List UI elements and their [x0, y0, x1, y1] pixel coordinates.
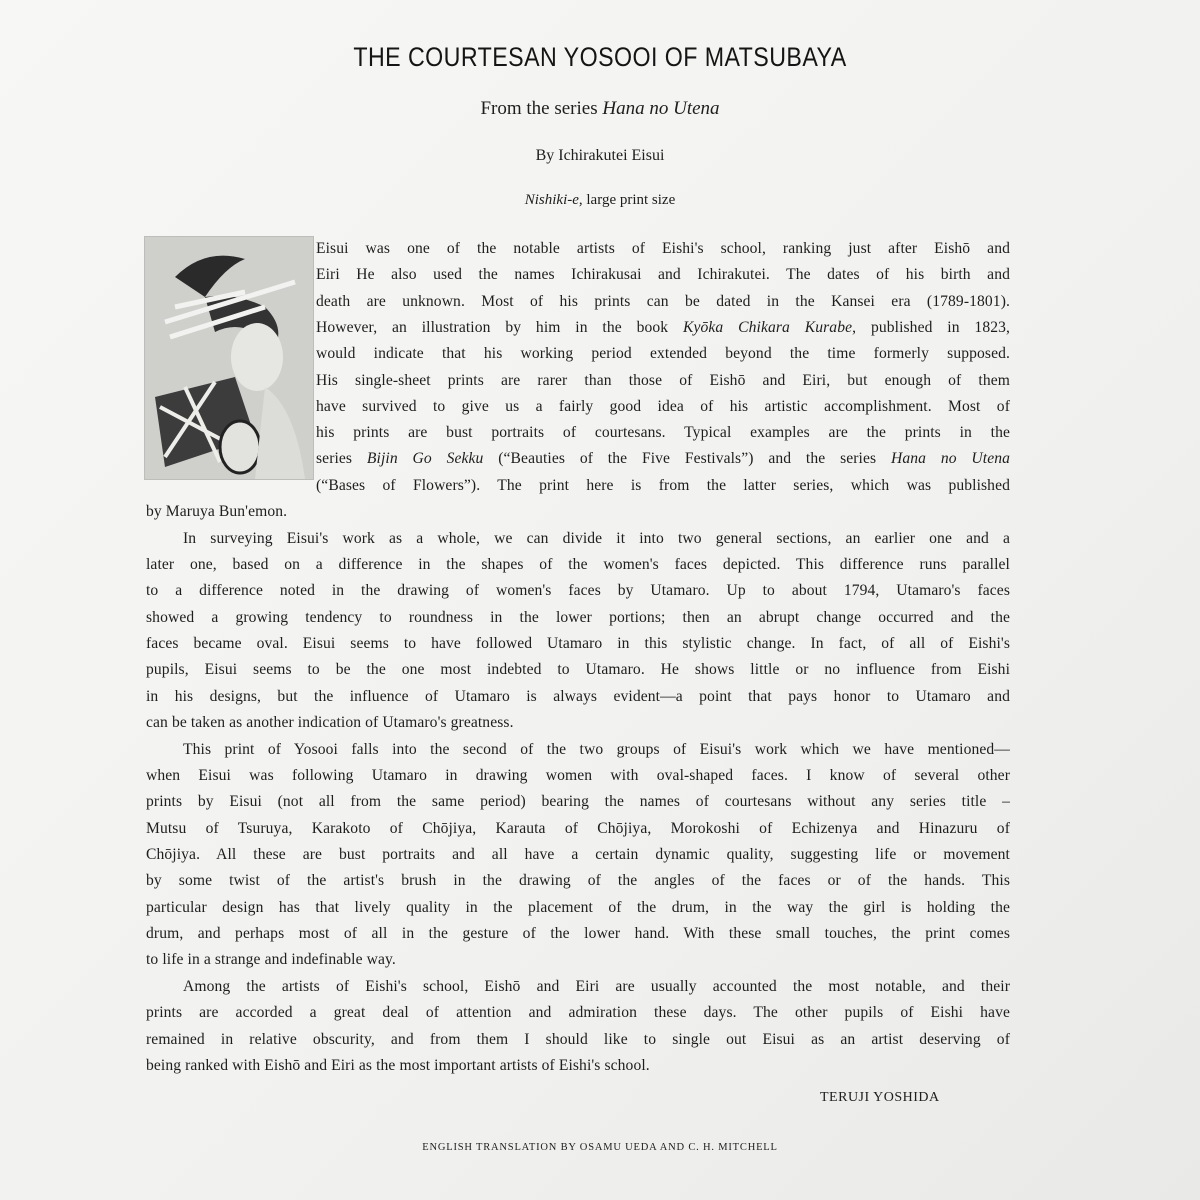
format-rest: , large print size — [578, 192, 676, 208]
text-segment: showed a growing tendency to roundness in the lower portions; then an abrupt change occurred and the — [146, 608, 1010, 626]
text-segment: remained in relative obscurity, and from them I should like to single out Eisui as an artist deserving of — [146, 1030, 1010, 1048]
text-segment: Eisui was one of the notable artists of Eishi's school, ranking just after Eishō and — [316, 240, 1010, 257]
text-line — [146, 767, 1010, 789]
text-segment: prints are accorded a great deal of attention and admiration these days. The other pupils of Eishi have — [146, 1004, 1010, 1022]
text-segment: faces became oval. Eisui seems to have followed Utamaro in this stylistic change. In fact, of all of Eishi's — [146, 635, 1010, 652]
series-prefix: From the series — [480, 98, 603, 119]
text-line — [316, 398, 1010, 420]
text-segment: prints by Eisui (not all from the same period) bearing the names of courtesans without any series title – — [146, 793, 1010, 811]
signature: TERUJI YOSHIDA — [820, 1090, 940, 1105]
text-segment: series — [316, 450, 367, 468]
text-segment: However, an illustration by him in the book — [316, 318, 683, 336]
text-line — [316, 266, 1010, 288]
text-segment: (“Beauties of the Five Festivals”) and the series — [483, 450, 891, 468]
text-segment: when Eisui was following Utamaro in drawing women with oval-shaped faces. I know of several other — [146, 767, 1010, 784]
text-line — [316, 345, 1010, 367]
text-line — [316, 240, 1010, 262]
text-line — [146, 925, 1010, 947]
italic-title: Hana no Utena — [890, 450, 1010, 468]
text-segment: His single-sheet prints are rarer than those of Eishō and Eiri, but enough of them — [316, 371, 1010, 389]
text-segment: Mutsu of Tsuruya, Karakoto of Chōjiya, Karauta of Chōjiya, Morokoshi of Echizenya and Hinazuru of — [146, 819, 1010, 837]
text-segment: Chōjiya. All these are bust portraits and all have a certain dynamic quality, suggesting life or movement — [146, 845, 1010, 863]
text-line — [183, 978, 1010, 1000]
text-line — [146, 609, 1010, 631]
format-line — [0, 192, 1200, 209]
text-segment: to life in a strange and indefinable way. — [146, 951, 396, 969]
text-segment: later one, based on a difference in the shapes of the women's faces depicted. This difference runs parallel — [146, 556, 1010, 574]
text-segment: Among the artists of Eishi's school, Eishō and Eiri are usually accounted the most notable, and their — [183, 977, 1010, 995]
text-line — [316, 424, 1010, 446]
text-segment: (“Bases of Flowers”). The print here is from the latter series, which was published — [316, 476, 1010, 494]
print-illustration — [144, 236, 314, 480]
text-segment: by some twist of the artist's brush in the drawing of the angles of the faces or of the hands. This — [146, 872, 1010, 890]
text-segment: being ranked with Eishō and Eiri as the most important artists of Eishi's school. — [146, 1056, 650, 1074]
text-line — [146, 1031, 1010, 1053]
text-segment: in his designs, but the influence of Utamaro is always evident—a point that pays honor to Utamaro and — [146, 687, 1010, 705]
text-line — [146, 793, 1010, 815]
text-line — [146, 582, 1010, 604]
text-segment: would indicate that his working period extended beyond the time formerly supposed. — [316, 345, 1010, 363]
text-line — [146, 503, 1010, 525]
text-segment: particular design has that lively quality in the placement of the drum, in the way the girl is holding the — [146, 898, 1010, 916]
text-segment: death are unknown. Most of his prints can be dated in the Kansei era (1789-1801). — [316, 292, 1010, 310]
text-line — [146, 635, 1010, 657]
series-name: Hana no Utena — [602, 98, 720, 119]
text-line — [146, 899, 1010, 921]
text-segment: , published in 1823, — [852, 318, 1010, 336]
text-line — [146, 872, 1010, 894]
text-line — [316, 477, 1010, 499]
text-segment: drum, and perhaps most of all in the gesture of the lower hand. With these small touches, the print comes — [146, 924, 1010, 942]
text-line — [146, 1057, 1010, 1079]
text-segment: Eiri He also used the names Ichirakusai and Ichirakutei. The dates of his birth and — [316, 266, 1010, 284]
text-line — [146, 820, 1010, 842]
text-segment: In surveying Eisui's work as a whole, we can divide it into two general sections, an earlier one and a — [183, 529, 1010, 547]
format-italic: Nishiki-e — [524, 192, 579, 208]
text-line — [146, 846, 1010, 868]
text-line — [146, 1004, 1010, 1026]
text-line — [316, 319, 1010, 341]
translation-credit: ENGLISH TRANSLATION BY OSAMU UEDA AND C. H. MITCHELL — [422, 1142, 778, 1153]
text-line — [316, 293, 1010, 315]
text-line — [183, 530, 1010, 552]
text-segment: to a difference noted in the drawing of women's faces by Utamaro. Up to about 1794, Utamaro's faces — [146, 582, 1010, 600]
text-line — [316, 372, 1010, 394]
text-line — [316, 450, 1010, 472]
text-line — [183, 741, 1010, 763]
text-line — [146, 951, 1010, 973]
text-segment: This print of Yosooi falls into the second of the two groups of Eisui's work which we have mentioned— — [183, 740, 1010, 758]
page-title: THE COURTESAN YOSOOI OF MATSUBAYA — [353, 42, 847, 72]
text-segment: by Maruya Bun'emon. — [146, 503, 288, 520]
series-line — [0, 98, 1200, 120]
text-segment: pupils, Eisui seems to be the one most indebted to Utamaro. He shows little or no influence from Eishi — [146, 661, 1010, 679]
text-line — [146, 556, 1010, 578]
text-segment: have survived to give us a fairly good idea of his artistic accomplishment. Most of — [316, 397, 1010, 415]
italic-title: Bijin Go Sekku — [366, 450, 484, 468]
text-line — [146, 661, 1010, 683]
text-line — [146, 688, 1010, 710]
italic-title: Kyōka Chikara Kurabe — [682, 318, 853, 336]
text-segment: his prints are bust portraits of courtesans. Typical examples are the prints in the — [316, 424, 1010, 442]
text-segment: can be taken as another indication of Utamaro's greatness. — [146, 713, 514, 731]
text-line — [146, 714, 1010, 736]
author-line: By Ichirakutei Eisui — [535, 147, 665, 164]
